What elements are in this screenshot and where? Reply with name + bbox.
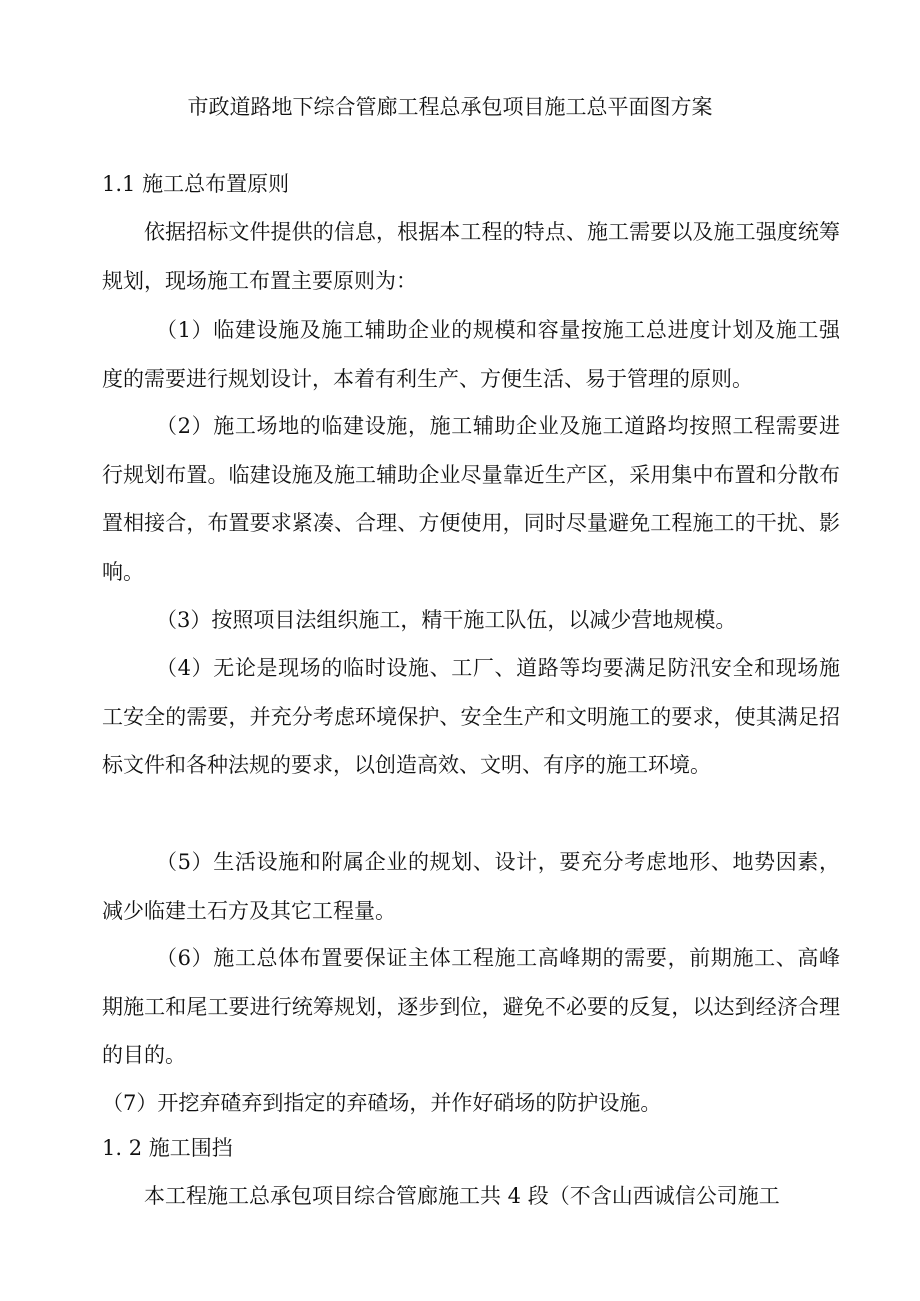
principle-item-1: （1）临建设施及施工辅助企业的规模和容量按施工总进度计划及施工强度的需要进行规划设计，本着有利生产、方便生活、易于管理的原则。 xyxy=(102,318,840,391)
principle-item-3: （3）按照项目法组织施工，精干施工队伍，以减少营地规模。 xyxy=(156,608,737,632)
section-heading-1-1: 1.1 施工总布置原则 xyxy=(102,172,290,196)
section-intro-paragraph: 依据招标文件提供的信息，根据本工程的特点、施工需要以及施工强度统筹规划，现场施工布置主要原则为： xyxy=(102,220,840,293)
section-heading-1-2: 1. 2 施工围挡 xyxy=(102,1136,233,1160)
principle-item-7: （7）开挖弃碴弃到指定的弃碴场，并作好硝场的防护设施。 xyxy=(102,1091,662,1115)
document-title: 市政道路地下综合管廊工程总承包项目施工总平面图方案 xyxy=(187,95,713,119)
principle-item-2: （2）施工场地的临建设施，施工辅助企业及施工道路均按照工程需要进行规划布置。临建设施及施工辅助企业尽量靠近生产区，采用集中布置和分散布置相接合，布置要求紧凑、合理、方便使用，同时尽量避免工程施工的干扰、影响。 xyxy=(102,414,840,584)
principle-item-5: （5）生活设施和附属企业的规划、设计，要充分考虑地形、地势因素，减少临建土石方及其它工程量。 xyxy=(102,850,840,923)
principle-item-6: （6）施工总体布置要保证主体工程施工高峰期的需要，前期施工、高峰期施工和尾工要进行统筹规划，逐步到位，避免不必要的反复，以达到经济合理的目的。 xyxy=(102,946,840,1067)
section-1-2-paragraph: 本工程施工总承包项目综合管廊施工共 4 段（不含山西诚信公司施工 xyxy=(144,1184,780,1208)
principle-item-4: （4）无论是现场的临时设施、工厂、道路等均要满足防汛安全和现场施工安全的需要，并充分考虑环境保护、安全生产和文明施工的要求，使其满足招标文件和各种法规的要求，以创造高效、文明、有序的施工环境。 xyxy=(102,656,840,777)
